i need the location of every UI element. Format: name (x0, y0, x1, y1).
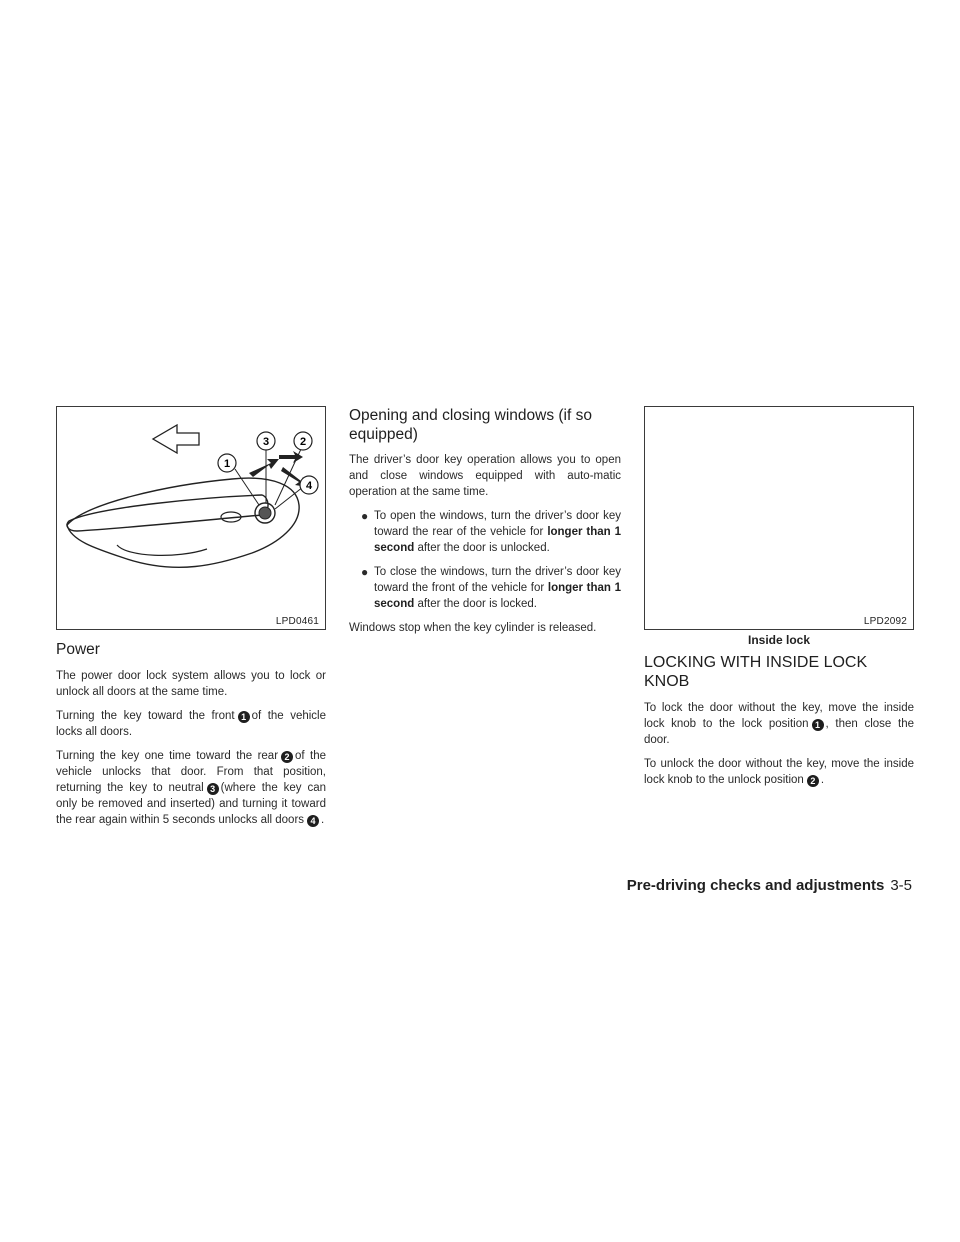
callout-number: 1 (238, 711, 250, 723)
section-title: Pre-driving checks and adjustments (626, 877, 885, 894)
figure-code: LPD0461 (275, 616, 319, 627)
column-right (644, 406, 914, 796)
power-paragraph-2: Turning the key toward the front 1 of the vehicle locks all doors. (56, 710, 326, 738)
list-item: ● To open the windows, turn the driver’s door key toward the rear of the vehicle for longer than 1 second after the door is unlocked. (361, 509, 621, 554)
callout-number: 4 (307, 815, 319, 827)
callout-1 (218, 454, 236, 472)
windows-outro: Windows stop when the key cylinder is released. (349, 622, 597, 634)
power-heading: Power (56, 641, 100, 658)
inside-lock-heading: LOCKING WITH INSIDE LOCK KNOB (644, 654, 868, 690)
callout-number: 2 (807, 775, 819, 787)
door-handle-figure (56, 406, 326, 630)
svg-text:3: 3 (262, 436, 270, 448)
callout-number: 2 (281, 751, 293, 763)
page-number: 3-5 (890, 877, 912, 894)
callout-2 (294, 432, 312, 450)
callout-3 (257, 432, 275, 450)
list-item: ● To close the windows, turn the driver’s door key toward the front of the vehicle for longer than 1 second after the door is locked. (361, 565, 622, 610)
inside-paragraph-2: To unlock the door without the key, move the inside lock knob to the unlock position 2 . (644, 758, 914, 786)
callout-number: 1 (812, 719, 824, 731)
power-paragraph-1: The power door lock system allows you to lock or unlock all doors at the same time. (56, 670, 326, 698)
power-paragraph-3: Turning the key one time toward the rear 2 of the vehicle unlocks that door. From that position, returning the key to neutral 3 (where the key can only be removed and inserted) and turning it toward the rear again within 5 seconds unlocks all doors 4 . (56, 750, 326, 826)
windows-list (349, 508, 621, 612)
inside-paragraph-1: To lock the door without the key, move the inside lock knob to the lock position 1 , then close the door. (644, 702, 914, 746)
column-middle (349, 406, 621, 644)
windows-heading: Opening and closing windows (if so equipped) (349, 407, 592, 443)
page-footer (627, 877, 912, 894)
figure-code: LPD2092 (863, 616, 907, 627)
svg-text:2: 2 (299, 436, 307, 448)
bullet-icon: ● (361, 565, 369, 579)
windows-intro: The driver’s door key operation allows you to open and close windows equipped with auto-matic operation at the same time. (349, 454, 621, 498)
callout-4 (300, 476, 318, 494)
inside-lock-figure (644, 406, 914, 630)
door-handle-illustration (57, 407, 325, 629)
figure-caption: Inside lock (747, 633, 811, 647)
column-left (56, 406, 326, 836)
svg-text:1: 1 (223, 458, 231, 470)
svg-text:4: 4 (305, 480, 313, 492)
front-arrow-icon (153, 425, 199, 453)
bullet-icon: ● (361, 509, 369, 523)
callout-number: 3 (207, 783, 219, 795)
